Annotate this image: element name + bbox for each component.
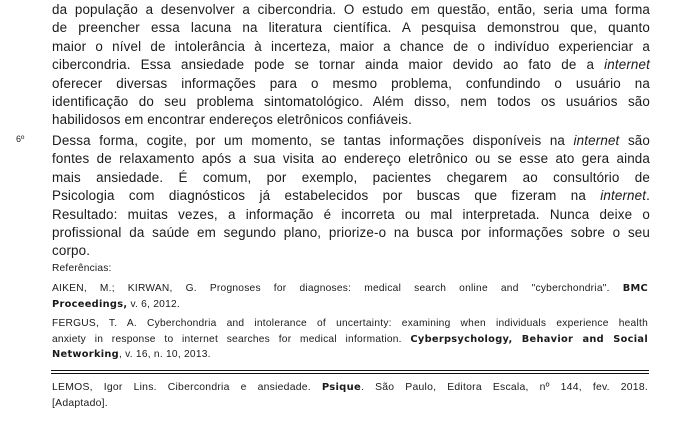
text-line: Networking, v. 16, n. 10, 2013.	[52, 349, 211, 360]
divider-top	[51, 370, 649, 371]
text-line: [Adaptado].	[52, 397, 108, 409]
paragraph-5	[52, 1, 650, 130]
reference-fergus	[52, 316, 648, 363]
text-line: de preencher essa lacuna na literatura científica. A pesquisa demonstrou que, quanto	[52, 20, 650, 36]
text-line: cibercondria. Essa ansiedade pode se tornar ainda maior devido ao fato de a internet	[52, 57, 650, 73]
text-line: Resultado: muitas vezes, a informação é incorreta ou mal interpretada. Nunca deixe o	[52, 206, 650, 222]
text-line: fontes de relaxamento após a sua visita ao endereço eletrônico ou se esse ato gera ainda	[52, 151, 650, 167]
text-line: Dessa forma, cogite, por um momento, se tantas informações disponíveis na internet são	[52, 133, 650, 148]
text-line: Proceedings, v. 6, 2012.	[52, 298, 181, 310]
text-line: Psicologia com diagnósticos já estabelecidos por buscas que fizeram na internet.	[52, 188, 650, 204]
text-line: mais ansiedade. É comum, por exemplo, pacientes chegarem ao consultório de	[52, 169, 650, 185]
text-line: oferecer diversas informações para o mesmo problema, confundindo o usuário na	[52, 75, 650, 91]
text-line: AIKEN, M.; KIRWAN, G. Prognoses for diagnoses: medical search online and "cyberchondria". BMC	[52, 283, 648, 294]
divider-bottom	[51, 373, 649, 374]
paragraph-number: 6º	[16, 134, 25, 144]
text-line: corpo.	[52, 243, 91, 259]
text-line: identificação do seu problema sintomatológico. Além disso, nem todos os usuários são	[52, 94, 650, 110]
text-line: FERGUS, T. A. Cyberchondria and intolerance of uncertainty: examining when individuals experience health	[52, 318, 648, 329]
paragraph-6	[52, 132, 650, 261]
text-line: habilidosos em encontrar endereços eletrônicos confiáveis.	[52, 112, 413, 128]
text-line: LEMOS, Igor Lins. Cibercondria e ansiedade. Psique. São Paulo, Editora Escala, nº 144, fev. 2018.	[52, 382, 648, 393]
text-line: anxiety in response to internet searches for medical information. Cyberpsychology, Behavior and Social	[52, 333, 648, 345]
reference-aiken	[52, 281, 648, 312]
text-line: maior o nível de intolerância à incerteza, maior a chance de o indivíduo experienciar a	[52, 38, 650, 54]
text-line: da população a desenvolver a cibercondria. O estudo em questão, então, seria uma forma	[52, 2, 650, 17]
text-line: profissional da saúde em segundo plano, priorize-o na busca por informações sobre o seu	[52, 225, 650, 241]
references-heading: Referências:	[52, 263, 112, 274]
source-citation	[52, 380, 648, 411]
